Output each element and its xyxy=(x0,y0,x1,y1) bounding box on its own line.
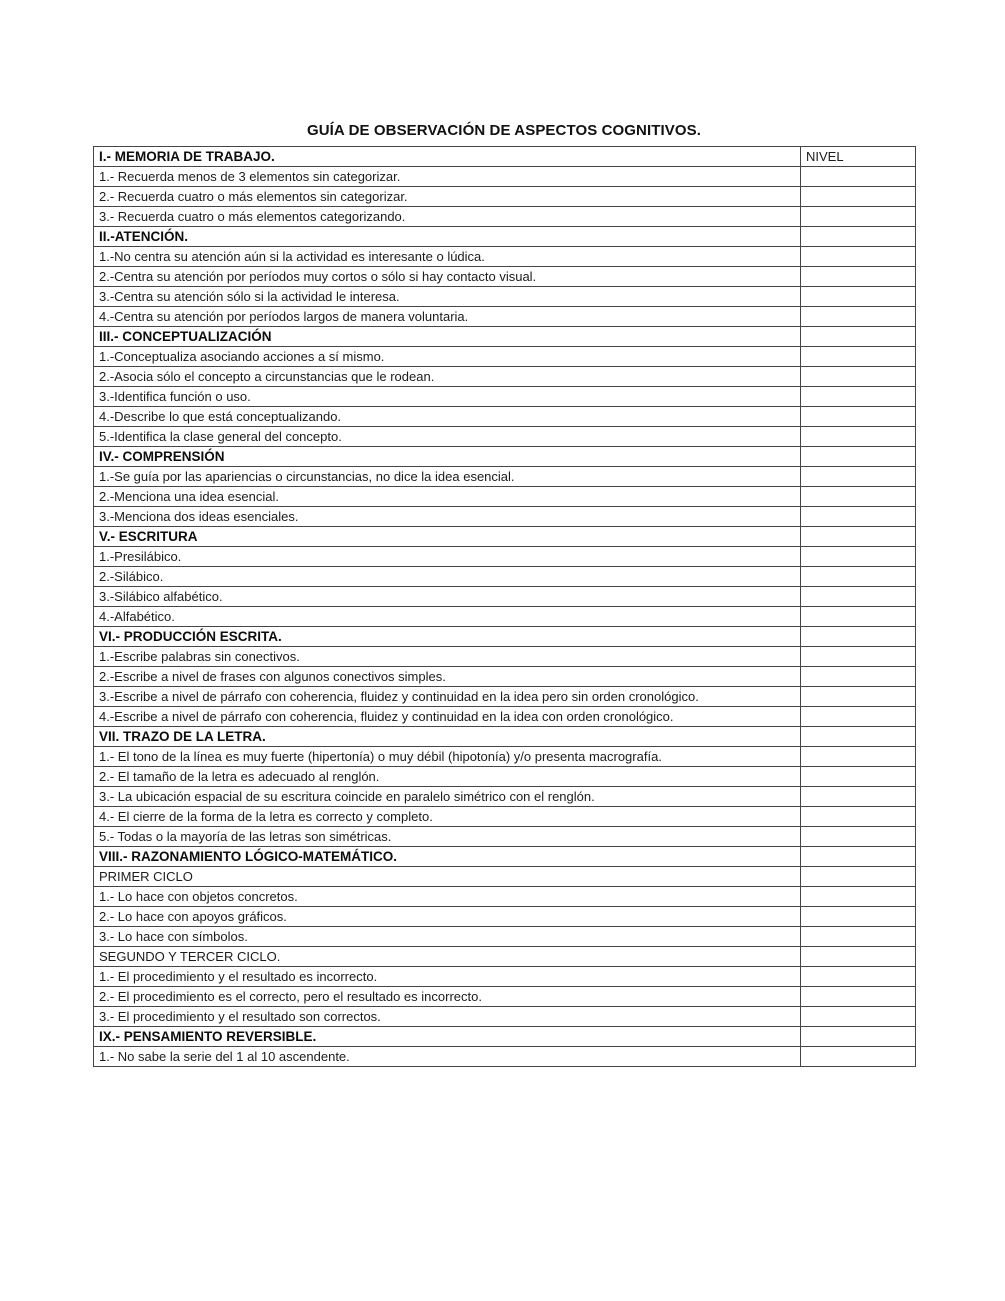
section-header-label: VIII.- RAZONAMIENTO LÓGICO-MATEMÁTICO. xyxy=(94,847,801,867)
table-row xyxy=(94,927,916,947)
table-row xyxy=(94,167,916,187)
table-row xyxy=(94,467,916,487)
table-row xyxy=(94,1047,916,1067)
nivel-value-cell xyxy=(801,567,916,587)
criterion-label: 3.- La ubicación espacial de su escritura coincide en paralelo simétrico con el renglón. xyxy=(94,787,801,807)
nivel-value-cell xyxy=(801,287,916,307)
criterion-label: 1.- El tono de la línea es muy fuerte (hipertonía) o muy débil (hipotonía) y/o presenta macrografía. xyxy=(94,747,801,767)
criterion-label: 3.-Silábico alfabético. xyxy=(94,587,801,607)
nivel-value-cell xyxy=(801,207,916,227)
nivel-value-cell xyxy=(801,707,916,727)
table-row xyxy=(94,647,916,667)
table-row xyxy=(94,567,916,587)
criterion-label: SEGUNDO Y TERCER CICLO. xyxy=(94,947,801,967)
nivel-value-cell xyxy=(801,547,916,567)
table-row xyxy=(94,347,916,367)
criterion-label: 5.- Todas o la mayoría de las letras son simétricas. xyxy=(94,827,801,847)
nivel-value-cell xyxy=(801,447,916,467)
page-title: GUÍA DE OBSERVACIÓN DE ASPECTOS COGNITIVOS. xyxy=(306,122,702,139)
criterion-label: 4.-Describe lo que está conceptualizando. xyxy=(94,407,801,427)
nivel-value-cell xyxy=(801,487,916,507)
nivel-value-cell xyxy=(801,467,916,487)
table-row xyxy=(94,887,916,907)
criterion-label: 3.-Identifica función o uso. xyxy=(94,387,801,407)
criterion-label: 1.-Conceptualiza asociando acciones a sí mismo. xyxy=(94,347,801,367)
table-row xyxy=(94,327,916,347)
table-row xyxy=(94,407,916,427)
criterion-label: 1.-Escribe palabras sin conectivos. xyxy=(94,647,801,667)
criterion-label: 3.- Lo hace con símbolos. xyxy=(94,927,801,947)
nivel-value-cell xyxy=(801,887,916,907)
criterion-label: 4.- El cierre de la forma de la letra es correcto y completo. xyxy=(94,807,801,827)
criterion-label: 2.- Recuerda cuatro o más elementos sin categorizar. xyxy=(94,187,801,207)
table-row xyxy=(94,607,916,627)
nivel-value-cell xyxy=(801,607,916,627)
nivel-value-cell xyxy=(801,727,916,747)
table-row xyxy=(94,687,916,707)
nivel-value-cell xyxy=(801,927,916,947)
table-row xyxy=(94,727,916,747)
table-row xyxy=(94,527,916,547)
table-row xyxy=(94,307,916,327)
table-row xyxy=(94,747,916,767)
criterion-label: 2.-Centra su atención por períodos muy cortos o sólo si hay contacto visual. xyxy=(94,267,801,287)
criterion-label: 2.-Asocia sólo el concepto a circunstancias que le rodean. xyxy=(94,367,801,387)
section-header-label: IV.- COMPRENSIÓN xyxy=(94,447,801,467)
nivel-value-cell xyxy=(801,827,916,847)
table-row xyxy=(94,987,916,1007)
table-row xyxy=(94,867,916,887)
nivel-value-cell xyxy=(801,247,916,267)
table-row xyxy=(94,767,916,787)
nivel-value-cell xyxy=(801,1007,916,1027)
criterion-label: 1.- Lo hace con objetos concretos. xyxy=(94,887,801,907)
table-row xyxy=(94,367,916,387)
nivel-value-cell xyxy=(801,747,916,767)
nivel-value-cell xyxy=(801,907,916,927)
table-row xyxy=(94,507,916,527)
nivel-value-cell xyxy=(801,667,916,687)
criterion-label: 2.-Escribe a nivel de frases con algunos conectivos simples. xyxy=(94,667,801,687)
criterion-label: 1.- El procedimiento y el resultado es incorrecto. xyxy=(94,967,801,987)
section-header-label: I.- MEMORIA DE TRABAJO. xyxy=(94,147,801,167)
nivel-value-cell xyxy=(801,767,916,787)
table-row xyxy=(94,1027,916,1047)
table-row xyxy=(94,967,916,987)
nivel-value-cell xyxy=(801,867,916,887)
nivel-value-cell xyxy=(801,647,916,667)
section-header-label: V.- ESCRITURA xyxy=(94,527,801,547)
table-row xyxy=(94,667,916,687)
criterion-label: 3.-Menciona dos ideas esenciales. xyxy=(94,507,801,527)
nivel-value-cell xyxy=(801,1047,916,1067)
table-row xyxy=(94,267,916,287)
section-header-label: III.- CONCEPTUALIZACIÓN xyxy=(94,327,801,347)
criterion-label: 5.-Identifica la clase general del concepto. xyxy=(94,427,801,447)
nivel-value-cell xyxy=(801,187,916,207)
nivel-value-cell xyxy=(801,387,916,407)
nivel-value-cell xyxy=(801,427,916,447)
table-row xyxy=(94,287,916,307)
criterion-label: 1.- No sabe la serie del 1 al 10 ascendente. xyxy=(94,1047,801,1067)
nivel-value-cell xyxy=(801,1027,916,1047)
table-row xyxy=(94,947,916,967)
table-row xyxy=(94,147,916,167)
table-row xyxy=(94,247,916,267)
criterion-label: 3.-Centra su atención sólo si la actividad le interesa. xyxy=(94,287,801,307)
criterion-label: 3.- Recuerda cuatro o más elementos categorizando. xyxy=(94,207,801,227)
section-header-label: II.-ATENCIÓN. xyxy=(94,227,801,247)
table-row xyxy=(94,487,916,507)
nivel-value-cell xyxy=(801,167,916,187)
nivel-value-cell xyxy=(801,987,916,1007)
table-row xyxy=(94,1007,916,1027)
nivel-value-cell xyxy=(801,967,916,987)
table-row xyxy=(94,807,916,827)
table-row xyxy=(94,207,916,227)
nivel-value-cell xyxy=(801,327,916,347)
nivel-header-cell: NIVEL xyxy=(801,147,916,167)
table-row xyxy=(94,187,916,207)
criterion-label: 2.- El tamaño de la letra es adecuado al renglón. xyxy=(94,767,801,787)
section-header-label: IX.- PENSAMIENTO REVERSIBLE. xyxy=(94,1027,801,1047)
criterion-label: 2.- Lo hace con apoyos gráficos. xyxy=(94,907,801,927)
nivel-value-cell xyxy=(801,267,916,287)
table-row xyxy=(94,587,916,607)
criterion-label: 3.-Escribe a nivel de párrafo con coherencia, fluidez y continuidad en la idea pero sin orden cronológico. xyxy=(94,687,801,707)
nivel-value-cell xyxy=(801,347,916,367)
criterion-label: 1.-Presilábico. xyxy=(94,547,801,567)
table-row xyxy=(94,447,916,467)
nivel-value-cell xyxy=(801,307,916,327)
criterion-label: 4.-Centra su atención por períodos largos de manera voluntaria. xyxy=(94,307,801,327)
nivel-value-cell xyxy=(801,367,916,387)
section-header-label: VII. TRAZO DE LA LETRA. xyxy=(94,727,801,747)
nivel-value-cell xyxy=(801,807,916,827)
table-row xyxy=(94,787,916,807)
table-row xyxy=(94,907,916,927)
nivel-value-cell xyxy=(801,227,916,247)
nivel-value-cell xyxy=(801,587,916,607)
table-row xyxy=(94,427,916,447)
table-row xyxy=(94,627,916,647)
criterion-label: 1.-Se guía por las apariencias o circunstancias, no dice la idea esencial. xyxy=(94,467,801,487)
criterion-label: 3.- El procedimiento y el resultado son correctos. xyxy=(94,1007,801,1027)
criterion-label: 1.- Recuerda menos de 3 elementos sin categorizar. xyxy=(94,167,801,187)
criterion-label: 2.-Menciona una idea esencial. xyxy=(94,487,801,507)
criterion-label: PRIMER CICLO xyxy=(94,867,801,887)
nivel-value-cell xyxy=(801,847,916,867)
table-row xyxy=(94,227,916,247)
observation-table xyxy=(93,146,916,1067)
table-row xyxy=(94,707,916,727)
nivel-value-cell xyxy=(801,527,916,547)
table-row xyxy=(94,827,916,847)
nivel-value-cell xyxy=(801,507,916,527)
criterion-label: 1.-No centra su atención aún si la actividad es interesante o lúdica. xyxy=(94,247,801,267)
criterion-label: 4.-Alfabético. xyxy=(94,607,801,627)
nivel-value-cell xyxy=(801,627,916,647)
nivel-value-cell xyxy=(801,687,916,707)
criterion-label: 4.-Escribe a nivel de párrafo con coherencia, fluidez y continuidad en la idea con orden cronológico. xyxy=(94,707,801,727)
nivel-value-cell xyxy=(801,787,916,807)
nivel-value-cell xyxy=(801,947,916,967)
table-row xyxy=(94,387,916,407)
table-row xyxy=(94,547,916,567)
criterion-label: 2.-Silábico. xyxy=(94,567,801,587)
section-header-label: VI.- PRODUCCIÓN ESCRITA. xyxy=(94,627,801,647)
criterion-label: 2.- El procedimiento es el correcto, pero el resultado es incorrecto. xyxy=(94,987,801,1007)
table-row xyxy=(94,847,916,867)
nivel-value-cell xyxy=(801,407,916,427)
